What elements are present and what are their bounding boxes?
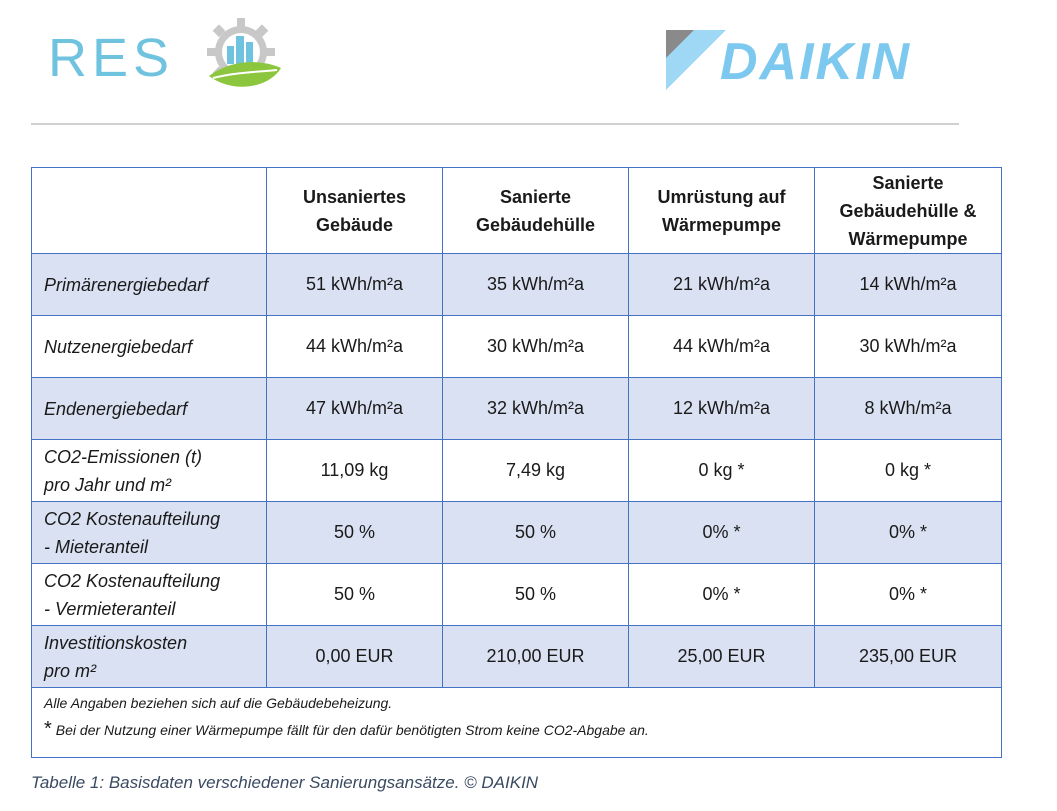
table-cell: 35 kWh/m²a	[443, 254, 629, 316]
gear-city-leaf-icon	[203, 16, 283, 96]
row-label: Endenergiebedarf	[32, 378, 267, 440]
header-cell: Unsaniertes Gebäude	[267, 168, 443, 254]
table-cell: 21 kWh/m²a	[629, 254, 815, 316]
data-table	[31, 167, 1002, 758]
table-cell: 210,00 EUR	[443, 626, 629, 688]
daikin-logo	[664, 28, 964, 92]
table-caption: Tabelle 1: Basisdaten verschiedener Sanierungsansätze. © DAIKIN	[31, 773, 539, 792]
table-cell: 30 kWh/m²a	[815, 316, 1002, 378]
table-cell: 51 kWh/m²a	[267, 254, 443, 316]
table-cell: 12 kWh/m²a	[629, 378, 815, 440]
header-cell: Sanierte Gebäudehülle & Wärmepumpe	[815, 168, 1002, 254]
row-label: Nutzenergiebedarf	[32, 316, 267, 378]
header-cell: Umrüstung auf Wärmepumpe	[629, 168, 815, 254]
table-cell: 50 %	[443, 564, 629, 626]
footnote-heatpump-text: Bei der Nutzung einer Wärmepumpe fällt für den dafür benötigten Strom keine CO2-Abgabe an.	[55, 722, 649, 738]
table-cell: 14 kWh/m²a	[815, 254, 1002, 316]
header-cell-empty	[32, 168, 267, 254]
header-divider	[31, 123, 959, 125]
daikin-logo-text: DAIKIN	[720, 33, 912, 91]
row-label: CO2-Emissionen (t) pro Jahr und m²	[32, 440, 267, 502]
table-row	[32, 378, 1002, 440]
table-cell: 0% *	[629, 564, 815, 626]
row-label: CO2 Kostenaufteilung - Mieteranteil	[32, 502, 267, 564]
table-cell: 25,00 EUR	[629, 626, 815, 688]
table-cell: 0% *	[629, 502, 815, 564]
daikin-mark-icon	[664, 28, 728, 92]
table-cell: 30 kWh/m²a	[443, 316, 629, 378]
table-row	[32, 316, 1002, 378]
row-label: CO2 Kostenaufteilung - Vermieteranteil	[32, 564, 267, 626]
footnote-heatpump	[44, 718, 989, 741]
table-cell: 47 kWh/m²a	[267, 378, 443, 440]
table-cell: 44 kWh/m²a	[267, 316, 443, 378]
table-cell: 7,49 kg	[443, 440, 629, 502]
footnote-row	[32, 688, 1002, 758]
table-cell: 32 kWh/m²a	[443, 378, 629, 440]
table-row	[32, 626, 1002, 688]
table-cell: 0% *	[815, 502, 1002, 564]
table-row	[32, 254, 1002, 316]
row-label: Investitionskosten pro m²	[32, 626, 267, 688]
table-cell: 0 kg *	[629, 440, 815, 502]
header-cell: Sanierte Gebäudehülle	[443, 168, 629, 254]
footnote-cell	[32, 688, 1002, 758]
res-logo-text	[48, 28, 174, 88]
table-row	[32, 440, 1002, 502]
table-cell: 0,00 EUR	[267, 626, 443, 688]
table-cell: 44 kWh/m²a	[629, 316, 815, 378]
table-cell: 50 %	[443, 502, 629, 564]
table-row	[32, 564, 1002, 626]
table-cell: 11,09 kg	[267, 440, 443, 502]
res-logo-letters: RES	[48, 28, 175, 88]
table-cell: 50 %	[267, 564, 443, 626]
table-cell: 0 kg *	[815, 440, 1002, 502]
table-cell: 8 kWh/m²a	[815, 378, 1002, 440]
row-label: Primärenergiebedarf	[32, 254, 267, 316]
table-cell: 0% *	[815, 564, 1002, 626]
table-cell: 235,00 EUR	[815, 626, 1002, 688]
res-logo	[48, 16, 284, 96]
table-cell: 50 %	[267, 502, 443, 564]
footnote-star: *	[44, 718, 52, 740]
header-row	[32, 168, 1002, 254]
table-row	[32, 502, 1002, 564]
footnote-general: Alle Angaben beziehen sich auf die Gebäudebeheizung.	[44, 695, 393, 711]
